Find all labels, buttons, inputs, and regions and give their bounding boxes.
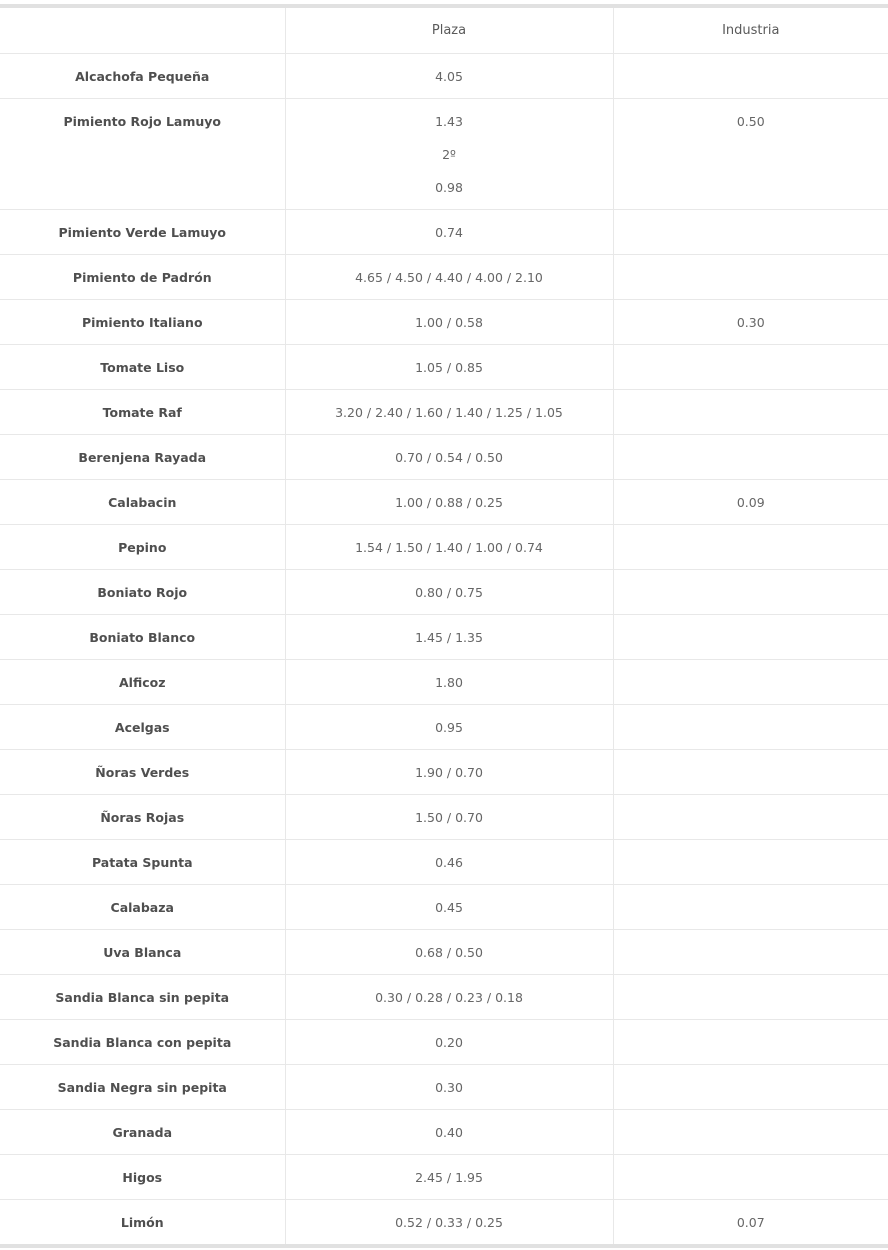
plaza-price-value: 1.90 / 0.70 (415, 764, 483, 780)
table-header-row (0, 8, 888, 53)
product-name-cell: Sandia Blanca con pepita (0, 1019, 285, 1064)
industria-price-cell: 0.09 (613, 479, 888, 524)
industria-price-cell (613, 1064, 888, 1109)
plaza-price-value: 1.05 / 0.85 (415, 359, 483, 375)
plaza-price-cell (285, 389, 613, 434)
product-name-cell: Sandia Blanca sin pepita (0, 974, 285, 1019)
plaza-price-cell (285, 299, 613, 344)
product-name-cell: Limón (120, 1214, 164, 1230)
plaza-price-value: 1.00 / 0.58 (415, 314, 483, 330)
industria-price-cell (613, 974, 888, 1019)
industria-price-cell (613, 704, 888, 749)
price-table-container (0, 4, 888, 1248)
product-name-cell: Alficoz (0, 659, 285, 704)
plaza-price-value: 1.54 / 1.50 / 1.40 / 1.00 / 0.74 (355, 539, 543, 555)
plaza-price-value: 0.70 / 0.54 / 0.50 (395, 449, 503, 465)
industria-price-cell (613, 1019, 888, 1064)
industria-price-cell (613, 659, 888, 704)
table-row (0, 884, 888, 929)
industria-price-cell (613, 344, 888, 389)
product-name-cell: Alcachofa Pequeña (0, 53, 285, 98)
industria-price-cell (613, 434, 888, 479)
industria-price-cell: 0.50 (613, 98, 888, 209)
industria-price-cell (613, 389, 888, 434)
plaza-price-cell (285, 434, 613, 479)
table-row (0, 479, 888, 524)
plaza-price-value: 3.20 / 2.40 / 1.60 / 1.40 / 1.25 / 1.05 (335, 404, 563, 420)
product-name-cell: Acelgas (0, 704, 285, 749)
industria-price-cell (613, 53, 888, 98)
table-row (0, 1109, 888, 1154)
product-name-cell: Pimiento Italiano (0, 299, 285, 344)
price-table (0, 8, 888, 1244)
product-name-cell: Pepino (0, 524, 285, 569)
plaza-price-value: 1.45 / 1.35 (415, 629, 483, 645)
table-row (0, 524, 888, 569)
plaza-price-cell (285, 1109, 613, 1154)
table-row (0, 749, 888, 794)
table-row (0, 53, 888, 98)
plaza-price-value: 2.45 / 1.95 (415, 1169, 483, 1185)
plaza-price-value: 0.52 / 0.33 / 0.25 (395, 1214, 503, 1230)
table-row (0, 98, 888, 209)
table-row (0, 794, 888, 839)
plaza-price-value: 0.74 (435, 224, 463, 240)
plaza-price-cell (285, 929, 613, 974)
plaza-price-value: 4.05 (435, 68, 463, 84)
product-name-cell: Calabaza (0, 884, 285, 929)
product-name-cell: Boniato Rojo (0, 569, 285, 614)
plaza-price-cell (285, 1019, 613, 1064)
table-row (0, 209, 888, 254)
industria-price-cell (613, 209, 888, 254)
plaza-price-cell (285, 749, 613, 794)
product-name-cell: Calabacin (0, 479, 285, 524)
plaza-price-value: 0.68 / 0.50 (415, 944, 483, 960)
plaza-price-cell (285, 1064, 613, 1109)
product-name-cell: Sandia Negra sin pepita (0, 1064, 285, 1109)
plaza-price-cell (285, 479, 613, 524)
table-row (0, 434, 888, 479)
product-name-cell: Ñoras Verdes (0, 749, 285, 794)
plaza-price-value: 0.45 (435, 899, 463, 915)
table-row (0, 1199, 888, 1244)
plaza-price-cell (285, 1199, 613, 1244)
plaza-price-cell (285, 209, 613, 254)
product-name-cell: Tomate Liso (0, 344, 285, 389)
plaza-price-value: 1.00 / 0.88 / 0.25 (395, 494, 503, 510)
plaza-price-cell (285, 839, 613, 884)
table-row (0, 659, 888, 704)
product-name-cell: Tomate Raf (0, 389, 285, 434)
table-row (0, 389, 888, 434)
table-row (0, 704, 888, 749)
plaza-price-value: 1.50 / 0.70 (415, 809, 483, 825)
plaza-price-cell (285, 884, 613, 929)
plaza-price-cell (285, 794, 613, 839)
product-name-cell: Boniato Blanco (0, 614, 285, 659)
table-row (0, 929, 888, 974)
industria-price-cell (613, 614, 888, 659)
plaza-price-value: 0.30 (435, 1079, 463, 1095)
plaza-price-cell (285, 98, 613, 209)
plaza-price-cell (285, 659, 613, 704)
table-row (0, 974, 888, 1019)
plaza-price-value: 1.80 (435, 674, 463, 690)
table-row (0, 299, 888, 344)
plaza-price-value: 0.30 / 0.28 / 0.23 / 0.18 (375, 989, 523, 1005)
industria-price-cell (613, 1109, 888, 1154)
product-name-cell: Ñoras Rojas (0, 794, 285, 839)
plaza-price-cell (285, 524, 613, 569)
table-row (0, 839, 888, 884)
industria-price-cell (613, 794, 888, 839)
industria-price-cell (613, 884, 888, 929)
plaza-price-value: 0.98 (435, 179, 463, 195)
industria-price-cell (613, 254, 888, 299)
product-name-cell: Berenjena Rayada (0, 434, 285, 479)
product-name-cell: Uva Blanca (0, 929, 285, 974)
table-row (0, 344, 888, 389)
table-row (0, 254, 888, 299)
product-name-cell: Patata Spunta (0, 839, 285, 884)
industria-price-cell (613, 839, 888, 884)
table-body (0, 53, 888, 1244)
product-name-cell: Granada (0, 1109, 285, 1154)
header-product (0, 8, 285, 53)
industria-price-cell (613, 929, 888, 974)
industria-price-cell: 0.07 (613, 1199, 888, 1244)
table-row (0, 614, 888, 659)
plaza-price-value: 1.43 (435, 113, 463, 129)
plaza-price-cell (285, 614, 613, 659)
header-plaza: Plaza (285, 8, 613, 53)
plaza-price-value: 0.40 (435, 1124, 463, 1140)
plaza-price-cell (285, 1154, 613, 1199)
plaza-price-cell (285, 254, 613, 299)
table-row (0, 1019, 888, 1064)
industria-price-cell (613, 569, 888, 614)
plaza-price-value: 0.95 (435, 719, 463, 735)
industria-price-cell (613, 749, 888, 794)
plaza-price-value: 2º (442, 146, 456, 162)
product-name-cell: Pimiento Verde Lamuyo (0, 209, 285, 254)
table-row (0, 569, 888, 614)
table-row (0, 1064, 888, 1109)
plaza-price-cell (285, 344, 613, 389)
plaza-price-value: 4.65 / 4.50 / 4.40 / 4.00 / 2.10 (355, 269, 543, 285)
plaza-price-cell (285, 569, 613, 614)
product-name-cell: Higos (0, 1154, 285, 1199)
table-row (0, 1154, 888, 1199)
product-name-cell: Pimiento de Padrón (0, 254, 285, 299)
header-industria: Industria (613, 8, 888, 53)
product-name-cell: Pimiento Rojo Lamuyo (0, 98, 285, 209)
industria-price-cell: 0.30 (613, 299, 888, 344)
plaza-price-value: 0.80 / 0.75 (415, 584, 483, 600)
industria-price-cell (613, 1154, 888, 1199)
plaza-price-cell (285, 974, 613, 1019)
industria-price-cell (613, 524, 888, 569)
plaza-price-value: 0.20 (435, 1034, 463, 1050)
plaza-price-value: 0.46 (435, 854, 463, 870)
plaza-price-cell (285, 704, 613, 749)
plaza-price-cell (285, 53, 613, 98)
